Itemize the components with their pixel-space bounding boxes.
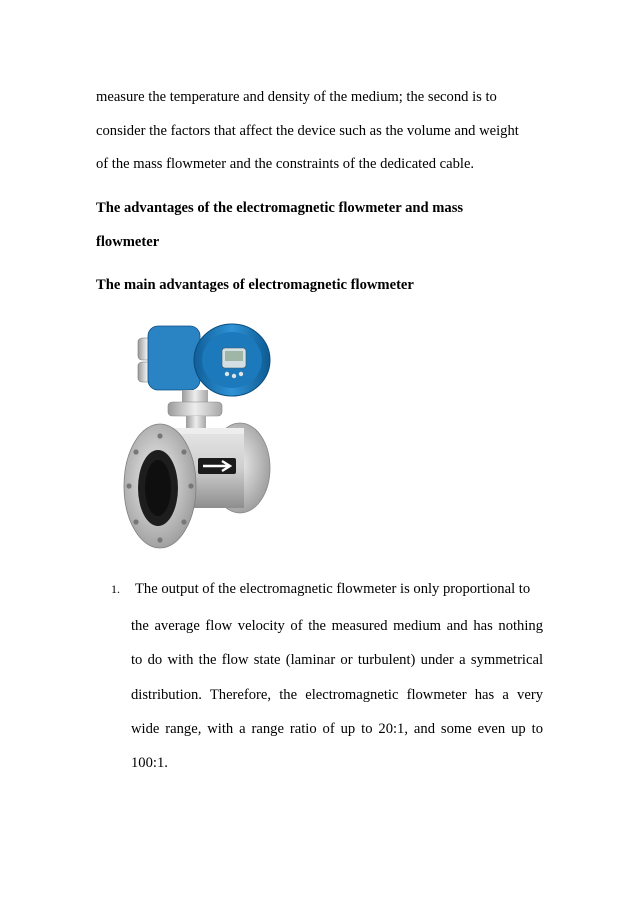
paragraph-line: measure the temperature and density of the medium; the second is to (96, 89, 497, 105)
list-line: to do with the flow state (laminar or turbulent) under a symmetrical (131, 652, 543, 668)
heading-line: flowmeter (96, 234, 160, 250)
heading-main-advantages: The main advantages of electromagnetic flowmeter (96, 277, 414, 293)
list-line: wide range, with a range ratio of up to 20:1, and some even up to (131, 721, 543, 737)
paragraph-line: of the mass flowmeter and the constraints of the dedicated cable. (96, 156, 475, 172)
paragraph-line: consider the factors that affect the device such as the volume and weight (96, 123, 519, 139)
list-line: 100:1. (131, 755, 168, 771)
list-line: distribution. Therefore, the electromagnetic flowmeter has a very (131, 687, 543, 703)
list-number: 1. (111, 582, 120, 596)
list-line: The output of the electromagnetic flowmeter is only proportional to (135, 581, 531, 597)
electromagnetic-flowmeter-photo (100, 318, 280, 556)
heading-line: The advantages of the electromagnetic flowmeter and mass (96, 200, 464, 216)
flowmeter-image (100, 318, 280, 556)
list-line: the average flow velocity of the measured medium and has nothing (131, 618, 543, 634)
